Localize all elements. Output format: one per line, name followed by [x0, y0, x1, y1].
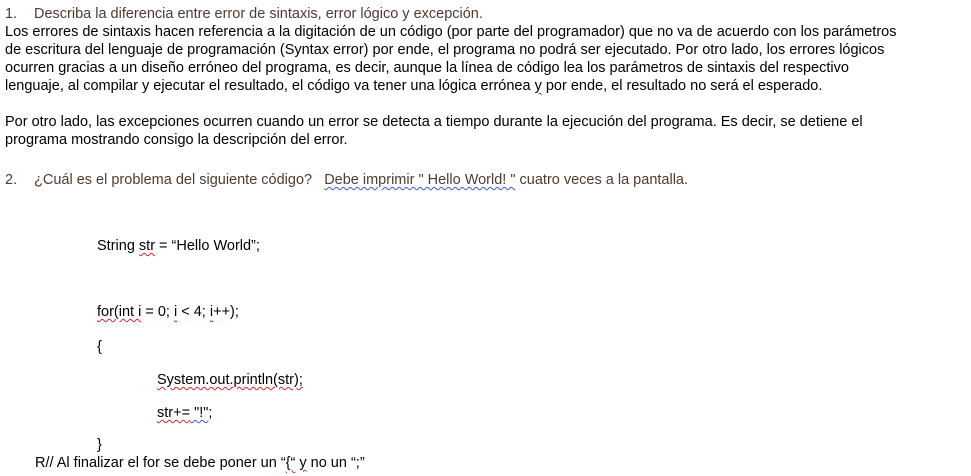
- code-line-4: [157, 371, 303, 389]
- code-token-flagged: i: [173, 304, 178, 320]
- question-2-instruction-end: cuatro veces a la pantalla.: [515, 172, 689, 188]
- code-token: String: [97, 238, 139, 254]
- code-line-5: [157, 404, 212, 422]
- answer-2-line: [35, 454, 365, 472]
- answer-2-flagged: y: [299, 455, 307, 471]
- answer-2-flagged: {“: [285, 455, 296, 471]
- code-line-6: }: [97, 437, 102, 453]
- code-line-1: [97, 237, 260, 255]
- answer-1-line-4-end: por ende, el resultado no será el esperado.: [541, 78, 823, 94]
- answer-1-line-1: Los errores de sintaxis hacen referencia a la digitación de un código (por parte del programador) que no va de acuerdo con los parámetros: [5, 24, 897, 40]
- code-token: = 0;: [141, 304, 174, 320]
- code-token: ;: [208, 405, 213, 421]
- code-token-flagged: "!": [190, 405, 209, 421]
- code-token: < 4;: [177, 304, 210, 320]
- code-token-flagged: i: [209, 304, 214, 320]
- code-line-3: {: [97, 339, 102, 355]
- question-1-title: Describa la diferencia entre error de sintaxis, error lógico y excepción.: [34, 6, 483, 22]
- question-2-title: ¿Cuál es el problema del siguiente código?: [34, 172, 313, 188]
- answer-2-text-end: no un “;”: [306, 455, 365, 471]
- question-2-heading: [5, 171, 688, 189]
- answer-1-line-3: ocurren gracias a un diseño erróneo del programa, es decir, aunque la línea de código lea los parámetros de sintaxis del respectivo: [5, 60, 849, 76]
- code-token-flagged: for(int i: [97, 304, 142, 320]
- question-1-number: 1.: [5, 6, 18, 22]
- code-token: ++);: [213, 304, 239, 320]
- code-token: = “Hello World”;: [155, 238, 260, 254]
- question-1-heading: [5, 5, 483, 23]
- code-line-2: [97, 303, 239, 321]
- code-token-flagged: str+=: [157, 405, 191, 421]
- answer-1-paragraph-2-line-1: Por otro lado, las excepciones ocurren cuando un error se detecta a tiempo durante la ejecución del programa. Es decir, se detiene el: [5, 114, 863, 130]
- answer-1-paragraph-2-line-2: programa mostrando consigo la descripción del error.: [5, 132, 348, 148]
- answer-1-line-4: [5, 77, 822, 95]
- question-2-number: 2.: [5, 172, 18, 188]
- question-2-instruction-flagged: Debe imprimir " Hello World! ": [324, 172, 516, 188]
- answer-1-line-4-text: lenguaje, al compilar y ejecutar el resultado, el código va tener una lógica errónea: [5, 78, 535, 94]
- code-token-flagged: System.out.println(str);: [157, 372, 303, 388]
- answer-2-text: R// Al finalizar el for se debe poner un “: [35, 455, 286, 471]
- code-token-flagged: str: [138, 238, 156, 254]
- answer-1-line-2: de escritura del lenguaje de programación (Syntax error) por ende, el programa no podrá ser ejecutado. Por otro lado, los errores lógicos: [5, 42, 885, 58]
- grammar-flag-word: y: [534, 78, 542, 94]
